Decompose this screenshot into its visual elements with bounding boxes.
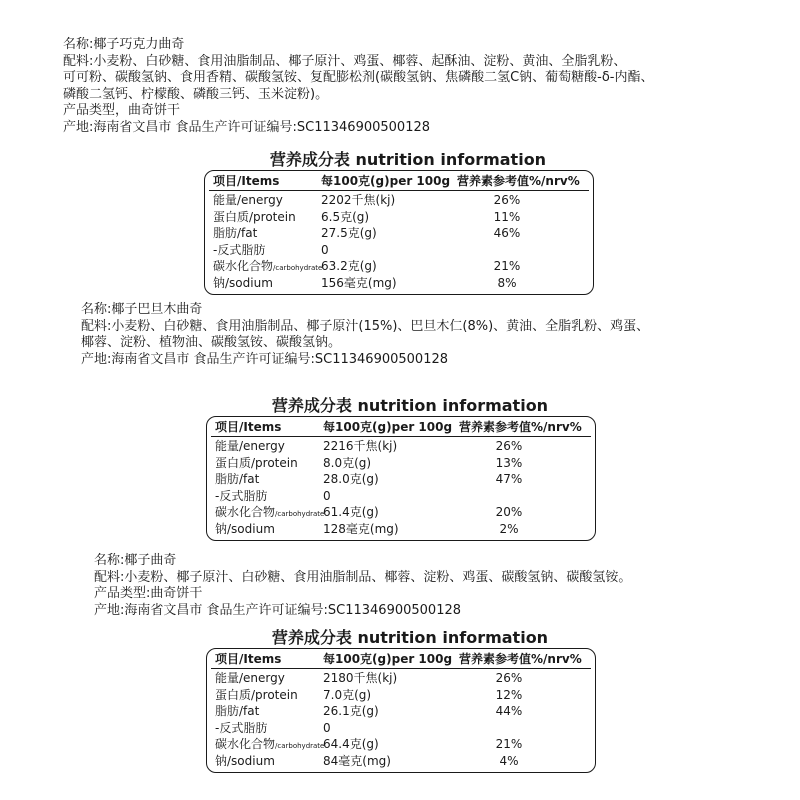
row-item: 蛋白质/protein [213,209,296,224]
table-row [209,242,589,259]
product-1-info [63,37,654,136]
ingredients-line: 配料:小麦粉、白砂糖、食用油脂制品、椰子原汁(15%)、巴旦木仁(8%)、黄油、全脂乳粉、鸡蛋、 [81,318,650,334]
row-value: 2180千焦(kj) [323,671,398,685]
row-item: 脂肪/fat [215,704,260,719]
row-value: 0 [323,720,331,735]
product-name: 名称:椰子巴旦木曲奇 [81,302,203,317]
header-per100: 每100克(g)per 100g [323,652,453,666]
row-item: 钠/sodium [215,521,275,536]
table-row [211,670,591,687]
table-row [211,753,591,770]
header-per100: 每100克(g)per 100g [323,420,453,434]
table-header [211,651,591,669]
row-item: 碳水化合物/carbohydrate [213,259,323,274]
nutrition-table [204,170,594,295]
ingredients-line: 配料:小麦粉、椰子原汁、白砂糖、食用油脂制品、椰蓉、淀粉、鸡蛋、碳酸氢钠、碳酸氢铵。 [94,569,632,585]
row-item: 能量/energy [213,193,283,207]
row-item: 脂肪/fat [215,472,260,487]
row-value: 27.5克(g) [321,226,377,241]
row-value: 7.0克(g) [323,687,372,702]
product-name: 名称:椰子曲奇 [94,553,177,568]
row-nrv: 26% [493,193,521,207]
table-row [211,521,591,538]
row-nrv: 2% [499,521,519,536]
table-row [211,471,591,488]
row-item: 能量/energy [215,439,285,453]
header-per100: 每100克(g)per 100g [321,174,451,188]
table-row [211,488,591,505]
row-nrv: 11% [493,209,521,224]
row-value: 64.4克(g) [323,737,379,752]
row-value: 26.1克(g) [323,704,379,719]
product-2-info [81,302,649,368]
row-nrv: 4% [499,753,519,768]
header-nrv: 营养素参考值%/nrv% [457,174,580,188]
nutrition-title: 营养成分表 nutrition information [271,628,549,647]
row-nrv: 26% [495,671,523,685]
row-value: 28.0克(g) [323,472,379,487]
table-row [211,687,591,704]
row-nrv: 8% [497,275,517,290]
row-value: 156毫克(mg) [321,275,397,290]
row-value: 0 [321,242,329,257]
row-nrv: 21% [495,737,523,752]
row-item: 钠/sodium [215,753,275,768]
row-nrv: 21% [493,259,521,274]
row-nrv: 20% [495,505,523,520]
row-item: 脂肪/fat [213,226,258,241]
row-nrv: 47% [495,472,523,487]
ingredients-line: 可可粉、碳酸氢钠、食用香精、碳酸氢铵、复配膨松剂(碳酸氢钠、焦磷酸二氢C钠、葡萄糖酸-δ-内酯、 [63,70,654,85]
table-row [211,703,591,720]
table-row [211,455,591,472]
table-row [209,192,589,209]
row-value: 61.4克(g) [323,505,379,520]
header-nrv: 营养素参考值%/nrv% [459,420,582,434]
row-item: -反式脂肪 [215,488,268,503]
row-value: 84毫克(mg) [323,753,391,768]
origin-license: 产地:海南省文昌市 食品生产许可证编号:SC11346900500128 [94,602,462,618]
table-row [211,736,591,753]
origin-license: 产地:海南省文昌市 食品生产许可证编号:SC11346900500128 [63,119,431,135]
product-type: 产品类型:曲奇饼干 [94,586,203,601]
product-name: 名称:椰子巧克力曲奇 [63,37,185,52]
row-nrv: 44% [495,704,523,719]
nutrition-table [206,416,596,541]
origin-license: 产地:海南省文昌市 食品生产许可证编号:SC11346900500128 [81,351,449,367]
row-nrv: 26% [495,439,523,453]
ingredients-line: 配料:小麦粉、白砂糖、食用油脂制品、椰子原汁、鸡蛋、椰蓉、起酥油、淀粉、黄油、全脂乳粉、 [63,53,627,69]
ingredients-line: 椰蓉、淀粉、植物油、碳酸氢铵、碳酸氢钠。 [81,335,342,350]
row-nrv: 12% [495,687,523,702]
row-value: 63.2克(g) [321,259,377,274]
ingredients-line: 磷酸二氢钙、柠檬酸、磷酸三钙、玉米淀粉)。 [63,86,329,102]
row-item: 钠/sodium [213,275,273,290]
table-row [209,225,589,242]
row-item: 蛋白质/protein [215,687,298,702]
row-item: 碳水化合物/carbohydrate [215,737,325,752]
row-nrv: 46% [493,226,521,241]
header-nrv: 营养素参考值%/nrv% [459,652,582,666]
row-item: 蛋白质/protein [215,455,298,470]
table-row [211,438,591,455]
row-item: 能量/energy [215,671,285,685]
row-value: 128毫克(mg) [323,521,399,536]
table-header [209,173,589,191]
header-items: 项目/Items [215,652,282,666]
product-type: 产品类型，曲奇饼干 [63,103,181,118]
header-items: 项目/Items [213,174,280,188]
table-row [211,504,591,521]
nutrition-title: 营养成分表 nutrition information [271,396,549,415]
header-items: 项目/Items [215,420,282,434]
product-3-info [94,553,631,619]
row-item: -反式脂肪 [215,720,268,735]
table-header [211,419,591,437]
table-row [209,258,589,275]
table-row [209,275,589,292]
row-value: 0 [323,488,331,503]
row-value: 6.5克(g) [321,209,370,224]
table-row [209,209,589,226]
row-value: 2202千焦(kj) [321,193,396,207]
nutrition-title: 营养成分表 nutrition information [269,150,547,169]
nutrition-table [206,648,596,773]
row-nrv: 13% [495,455,523,470]
row-value: 8.0克(g) [323,455,372,470]
row-item: 碳水化合物/carbohydrate [215,505,325,520]
row-item: -反式脂肪 [213,242,266,257]
table-row [211,720,591,737]
row-value: 2216千焦(kj) [323,439,398,453]
